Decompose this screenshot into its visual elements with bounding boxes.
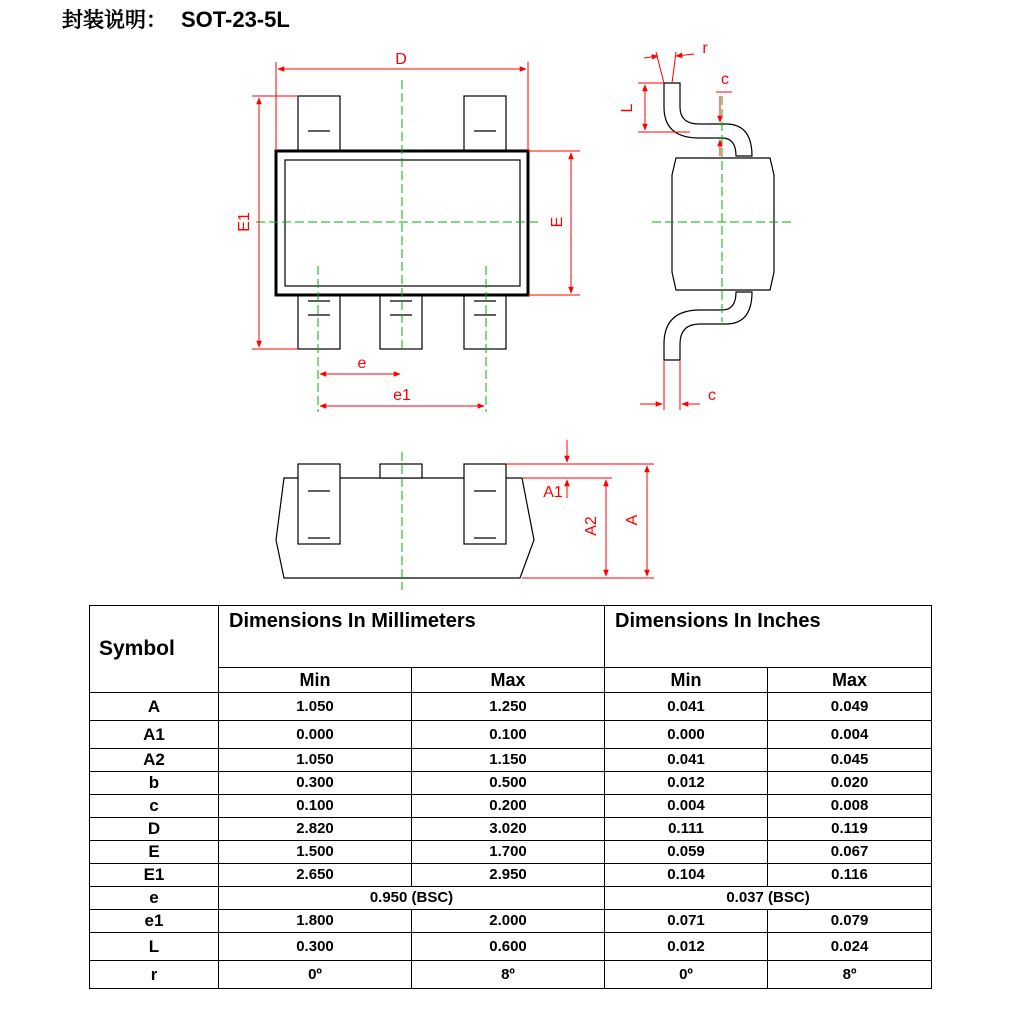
symbol-cell: b [90, 772, 219, 795]
mm-max-cell: 0.600 [412, 933, 605, 961]
table-row [90, 818, 932, 841]
package-name: SOT-23-5L [181, 7, 290, 32]
table-row [90, 795, 932, 818]
mm-max-cell: 0.100 [412, 721, 605, 749]
inch-min-cell: 0.111 [605, 818, 768, 841]
mm-max-header: Max [412, 668, 605, 693]
mm-min-cell: 0.300 [219, 933, 412, 961]
mm-min-cell: 0.300 [219, 772, 412, 795]
inch-min-cell: 0.000 [605, 721, 768, 749]
inch-min-cell: 0.012 [605, 933, 768, 961]
label-a2: A2 [583, 516, 600, 536]
mm-bsc-cell: 0.950 (BSC) [219, 887, 605, 910]
mm-min-cell: 0.000 [219, 721, 412, 749]
inch-max-cell: 0.079 [768, 910, 932, 933]
mm-min-cell: 0.100 [219, 795, 412, 818]
label-l: L [619, 103, 636, 113]
front-view [276, 440, 654, 590]
table-row [90, 693, 932, 721]
inch-min-cell: 0.012 [605, 772, 768, 795]
inch-max-cell: 0.004 [768, 721, 932, 749]
label-e1-height: E1 [236, 212, 253, 232]
inch-header: Dimensions In Inches [605, 606, 932, 668]
dimensions-table [89, 605, 932, 989]
inch-min-cell: 0º [605, 961, 768, 989]
table-row [90, 721, 932, 749]
mm-max-cell: 0.200 [412, 795, 605, 818]
inch-min-cell: 0.071 [605, 910, 768, 933]
symbol-cell: c [90, 795, 219, 818]
table-row [90, 933, 932, 961]
inch-max-cell: 8º [768, 961, 932, 989]
inch-bsc-cell: 0.037 (BSC) [605, 887, 932, 910]
symbol-cell: E [90, 841, 219, 864]
mm-min-header: Min [219, 668, 412, 693]
inch-max-cell: 0.116 [768, 864, 932, 887]
label-a: A [624, 514, 641, 526]
mm-max-cell: 1.250 [412, 693, 605, 721]
symbol-cell: e [90, 887, 219, 910]
mm-max-cell: 2.000 [412, 910, 605, 933]
mm-min-cell: 1.050 [219, 693, 412, 721]
inch-max-cell: 0.024 [768, 933, 932, 961]
label-a1: A1 [543, 484, 563, 501]
label-r: r [702, 40, 708, 57]
mm-max-cell: 3.020 [412, 818, 605, 841]
mm-min-cell: 1.800 [219, 910, 412, 933]
top-view [236, 51, 580, 412]
symbol-cell: E1 [90, 864, 219, 887]
inch-max-cell: 0.067 [768, 841, 932, 864]
mm-min-cell: 2.820 [219, 818, 412, 841]
mm-max-cell: 1.150 [412, 749, 605, 772]
table-row [90, 772, 932, 795]
symbol-cell: e1 [90, 910, 219, 933]
table-row [90, 864, 932, 887]
inch-min-cell: 0.059 [605, 841, 768, 864]
symbol-cell: D [90, 818, 219, 841]
inch-max-cell: 0.119 [768, 818, 932, 841]
symbol-cell: A [90, 693, 219, 721]
symbol-cell: r [90, 961, 219, 989]
label-c-bottom: c [708, 387, 716, 404]
mm-min-cell: 2.650 [219, 864, 412, 887]
mm-min-cell: 1.500 [219, 841, 412, 864]
inch-max-cell: 0.045 [768, 749, 932, 772]
inch-min-cell: 0.004 [605, 795, 768, 818]
table-row [90, 887, 932, 910]
label-d: D [395, 51, 407, 68]
table-row [90, 961, 932, 989]
mm-min-cell: 0º [219, 961, 412, 989]
symbol-cell: A2 [90, 749, 219, 772]
inch-min-cell: 0.041 [605, 749, 768, 772]
mm-max-cell: 0.500 [412, 772, 605, 795]
symbol-cell: L [90, 933, 219, 961]
side-view [619, 40, 792, 410]
heading-label: 封装说明： [62, 7, 167, 32]
inch-max-cell: 0.008 [768, 795, 932, 818]
table-row [90, 910, 932, 933]
symbol-cell: A1 [90, 721, 219, 749]
inch-min-cell: 0.104 [605, 864, 768, 887]
inch-max-cell: 0.020 [768, 772, 932, 795]
label-c-top: c [721, 71, 729, 88]
table-row [90, 749, 932, 772]
mm-max-cell: 8º [412, 961, 605, 989]
label-e-body: E [549, 216, 566, 228]
mm-max-cell: 1.700 [412, 841, 605, 864]
mm-header: Dimensions In Millimeters [219, 606, 605, 668]
inch-min-header: Min [605, 668, 768, 693]
label-e1-pitch: e1 [393, 387, 411, 404]
table-row [90, 841, 932, 864]
mm-min-cell: 1.050 [219, 749, 412, 772]
label-e-pitch: e [357, 355, 367, 372]
symbol-header: Symbol [90, 606, 219, 693]
inch-max-header: Max [768, 668, 932, 693]
mm-max-cell: 2.950 [412, 864, 605, 887]
inch-max-cell: 0.049 [768, 693, 932, 721]
inch-min-cell: 0.041 [605, 693, 768, 721]
